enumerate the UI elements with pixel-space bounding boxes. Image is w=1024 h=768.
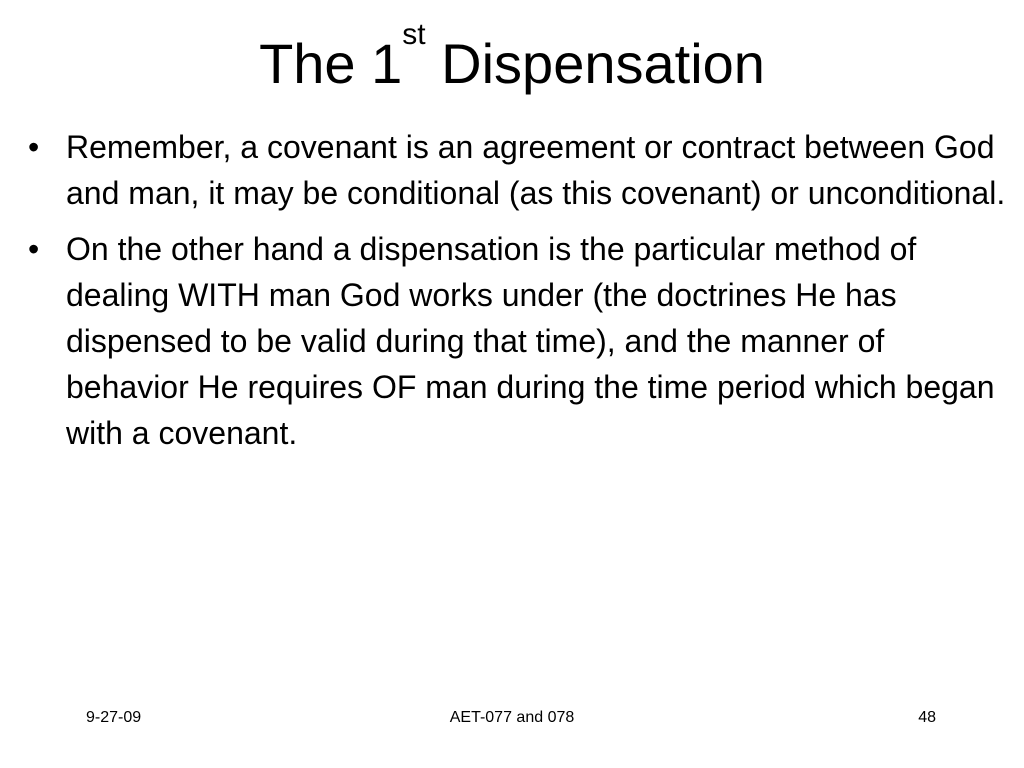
- slide-title: [0, 18, 1024, 100]
- bullet-text: On the other hand a dispensation is the particular method of dealing WITH man God works under (the doctrines He has dispensed to be valid during that time), and the manner of behavior He requires OF man during the time period which began with a covenant.: [66, 231, 995, 451]
- title-suffix: Dispensation: [425, 32, 765, 95]
- bullet-item: [28, 124, 1008, 216]
- bullet-list: [28, 124, 1008, 466]
- bullet-item: [28, 226, 1008, 456]
- title-superscript: st: [402, 18, 426, 51]
- footer-page-number: 48: [918, 709, 936, 726]
- footer-date: 9-27-09: [86, 709, 142, 726]
- bullet-text: Remember, a covenant is an agreement or contract between God and man, it may be conditional (as this covenant) or unconditional.: [66, 129, 1006, 211]
- bullet-marker: •: [28, 231, 40, 267]
- title-prefix: The 1: [259, 32, 403, 95]
- bullet-marker: •: [28, 129, 40, 165]
- footer-course: AET-077 and 078: [449, 709, 575, 726]
